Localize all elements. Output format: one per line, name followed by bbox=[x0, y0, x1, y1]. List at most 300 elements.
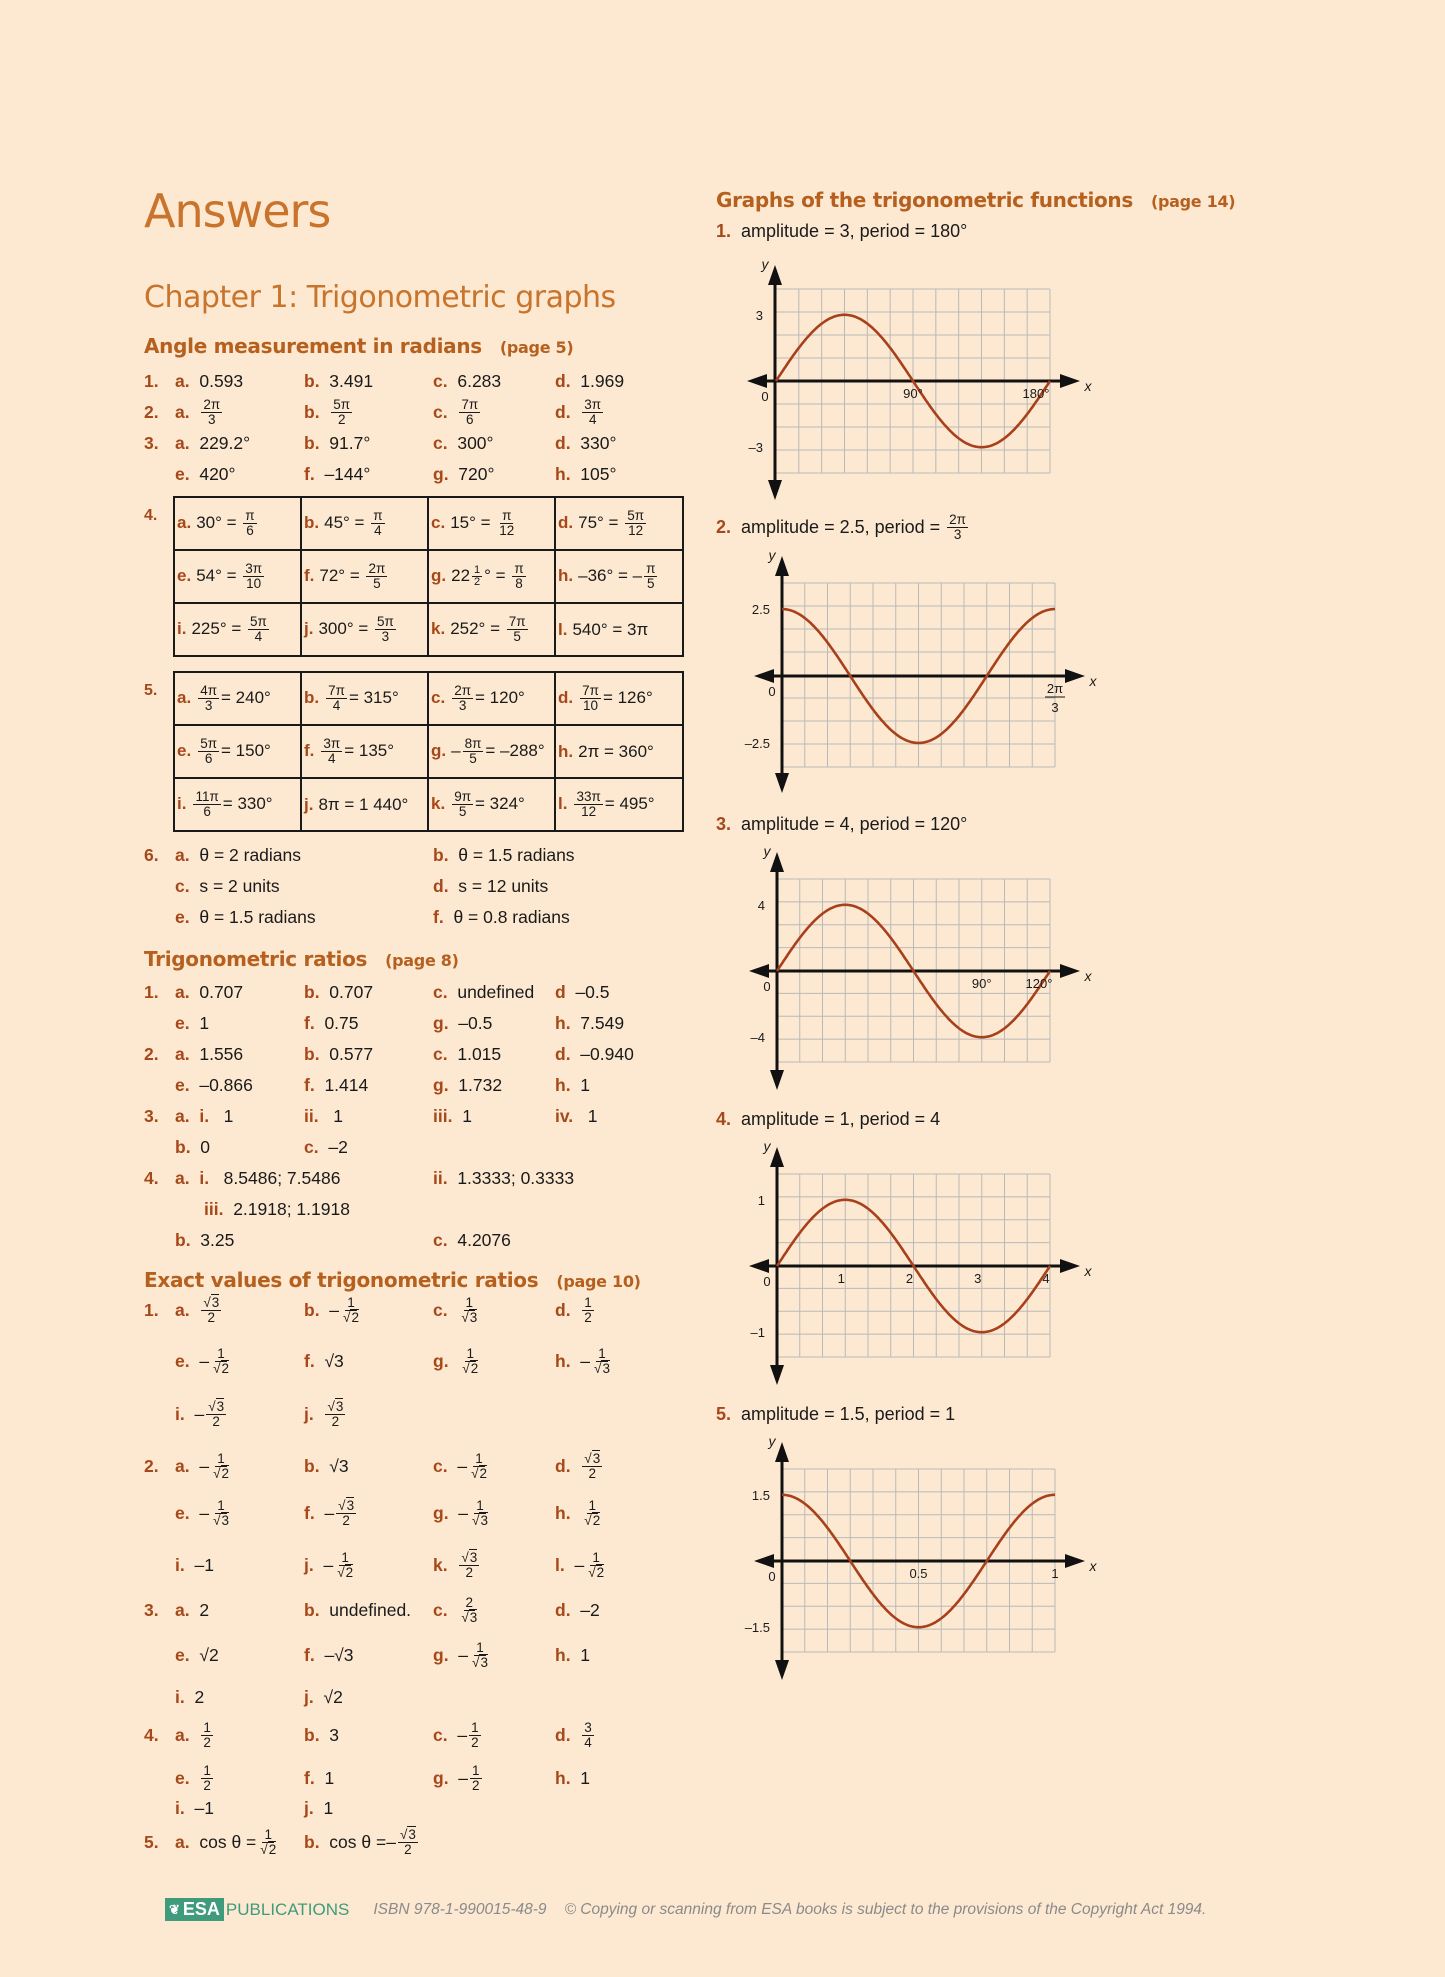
sine-curve bbox=[777, 1200, 1050, 1332]
angle-q1 bbox=[144, 366, 704, 396]
x-axis-label: x bbox=[1084, 378, 1092, 394]
answer: 6.283 bbox=[457, 370, 502, 391]
part-label: d. bbox=[555, 1455, 571, 1476]
part-label: i. bbox=[175, 1554, 185, 1575]
part-label: d. bbox=[555, 1724, 571, 1745]
part-label: b. bbox=[175, 1136, 191, 1157]
y-axis-label: y bbox=[763, 843, 771, 859]
part-label: b. bbox=[304, 687, 320, 707]
sqrt: √2 bbox=[584, 1512, 601, 1528]
part-label: j. bbox=[304, 794, 314, 814]
answer: = 120° bbox=[475, 687, 525, 707]
fraction: $\frac{1}{2}$ bbox=[471, 1719, 479, 1750]
fraction: $\frac{1}{√3}$ bbox=[213, 1497, 230, 1528]
part-label: d. bbox=[555, 401, 571, 422]
part-label: a. bbox=[175, 1299, 190, 1320]
section-exact-heading bbox=[144, 1268, 641, 1292]
part-label: ii. bbox=[433, 1167, 448, 1188]
question-number: 5. bbox=[144, 682, 158, 699]
part-label: b. bbox=[304, 1831, 320, 1852]
answer: 229.2° bbox=[199, 432, 251, 453]
answer: √3 bbox=[324, 1350, 344, 1371]
origin-label: 0 bbox=[763, 1274, 771, 1289]
angle-q6-row2 bbox=[144, 871, 704, 901]
fraction: $\frac{√3}{2}$ bbox=[461, 1549, 478, 1580]
answer: 1.414 bbox=[324, 1074, 369, 1095]
part-label: b. bbox=[304, 1724, 320, 1745]
answer: 1 bbox=[580, 1644, 591, 1665]
angle-q6-row1 bbox=[144, 840, 704, 870]
question-number: 1. bbox=[716, 221, 732, 241]
y-axis-arrow-icon bbox=[775, 556, 789, 576]
part-label: e. bbox=[175, 1767, 190, 1788]
answer: 72° = bbox=[319, 565, 360, 585]
answer: 8.5486; 7.5486 bbox=[223, 1167, 341, 1188]
fraction: $\frac{1}{√3}$ bbox=[472, 1639, 488, 1670]
part-label: d. bbox=[555, 1043, 571, 1064]
answer: 22 bbox=[451, 565, 471, 585]
fraction: $\frac{1}{√2}$ bbox=[337, 1549, 354, 1580]
answer: θ = 2 radians bbox=[199, 844, 302, 865]
fraction: $\frac{2}{√3}$ bbox=[461, 1594, 478, 1625]
part-label: e. bbox=[177, 740, 192, 760]
part-label: e. bbox=[175, 906, 190, 927]
question-number: 1. bbox=[144, 370, 159, 391]
part-label: c. bbox=[433, 1599, 448, 1620]
sqrt: √3 bbox=[208, 1398, 225, 1414]
question-number: 1. bbox=[144, 981, 159, 1002]
y-axis-label: y bbox=[763, 1138, 771, 1154]
part-label: k. bbox=[433, 1554, 448, 1575]
part-label: b. bbox=[304, 432, 320, 453]
answer: –0.5 bbox=[458, 1012, 493, 1033]
answer: –1 bbox=[194, 1797, 214, 1818]
answer: 330° bbox=[580, 432, 617, 453]
part-label: a. bbox=[177, 512, 192, 532]
y-tick-label: 2.5 bbox=[751, 602, 770, 618]
answer: 75° = bbox=[578, 512, 619, 532]
section-title: Graphs of the trigonometric functions bbox=[716, 188, 1133, 212]
fraction: $\frac{3}{4}$ bbox=[584, 1719, 592, 1750]
answer: 1.015 bbox=[457, 1043, 502, 1064]
x-axis-arrow-icon bbox=[754, 1554, 774, 1568]
x-axis-label: x bbox=[1089, 673, 1097, 689]
x-tick-label: 3 bbox=[1051, 700, 1059, 715]
answer: cos θ = bbox=[199, 1831, 257, 1852]
answer: 3.25 bbox=[200, 1229, 235, 1250]
x-tick-label: 90° bbox=[971, 976, 992, 991]
answer: 0.75 bbox=[324, 1012, 359, 1033]
part-label: a. bbox=[175, 1831, 190, 1852]
sqrt: √3 bbox=[461, 1309, 478, 1325]
part-label: g. bbox=[433, 1767, 449, 1788]
question-number: 1. bbox=[144, 1299, 159, 1320]
sqrt: √3 bbox=[461, 1609, 478, 1625]
exact-row: e. – $\frac{1}{√2}$ f. √3 g. $\frac{1}{√2}$ h. – $\frac{1}{√3}$ bbox=[175, 1345, 610, 1376]
part-label: b. bbox=[175, 1229, 191, 1250]
part-label: a. bbox=[175, 844, 190, 865]
exact-row bbox=[144, 1677, 704, 1717]
part-label: g. bbox=[433, 1350, 449, 1371]
y-axis-label: y bbox=[768, 1433, 776, 1449]
part-label: k. bbox=[431, 618, 446, 638]
answer: 91.7° bbox=[329, 432, 371, 453]
part-label: a. bbox=[175, 1043, 190, 1064]
y-axis-arrow-icon bbox=[770, 1070, 784, 1090]
part-label: i. bbox=[175, 1797, 185, 1818]
part-label: f. bbox=[304, 1350, 315, 1371]
fraction: $\frac{1}{√3}$ bbox=[472, 1497, 488, 1528]
graph-5-label bbox=[716, 1404, 955, 1425]
fraction: $\frac{1}{2}$ bbox=[584, 1294, 592, 1325]
fraction: $\frac{√3}{2}$ bbox=[203, 1294, 220, 1325]
x-tick-label: 2π bbox=[1046, 681, 1064, 696]
angle-q5-table: a. $\frac{4\pi}{3}$ = 240° b. $\frac{7\pi}{4}$ = 315° c. $\frac{2\pi}{3}$ = 120° d. $\frac{7\pi}{10}$ = 126° e. $\frac{5\pi}{6}$ = 150° f. $\frac{3\pi}{4}$ = 135° g. – $\frac{8\pi}{5}$ = –288° h. 2π = 360° i. $\frac{11\pi}{6}$ = 330° j. 8π = 1 440° k. $\frac{9\pi}{5}$ = 324° l. $\frac{33\pi}{12}$ = 495° bbox=[173, 671, 684, 832]
part-label: c. bbox=[433, 1043, 448, 1064]
part-label: iii. bbox=[204, 1198, 224, 1219]
answer: –144° bbox=[324, 463, 371, 484]
sqrt: √2 bbox=[337, 1564, 354, 1580]
origin-label: 0 bbox=[768, 1569, 776, 1584]
ratios-q4-row3 bbox=[144, 1225, 704, 1255]
graph-caption: amplitude = 3, period = 180° bbox=[741, 221, 968, 241]
ratios-q3-row1 bbox=[144, 1101, 704, 1131]
part-label: f. bbox=[304, 1644, 315, 1665]
answer: undefined bbox=[457, 981, 535, 1002]
y-tick-label: 1.5 bbox=[751, 1487, 770, 1503]
x-axis-arrow-icon bbox=[749, 1259, 769, 1273]
part-label: c. bbox=[433, 1455, 448, 1476]
sqrt: √3 bbox=[472, 1654, 488, 1670]
y-tick-label: –2.5 bbox=[744, 735, 770, 751]
section-page: (page 5) bbox=[499, 338, 574, 357]
origin-label: 0 bbox=[761, 389, 769, 404]
part-label: d. bbox=[555, 432, 571, 453]
fraction: $\frac{2\pi}{3}$ bbox=[949, 512, 966, 542]
answer: = 135° bbox=[344, 740, 395, 760]
origin-label: 0 bbox=[768, 684, 776, 699]
answer: 720° bbox=[458, 463, 495, 484]
exact-row: 4. a. $\frac{1}{2}$ b. 3 c. – $\frac{1}{2}$ d. $\frac{3}{4}$ bbox=[144, 1715, 704, 1755]
ratios-q4-row1 bbox=[144, 1163, 704, 1193]
sine-curve bbox=[776, 315, 1050, 447]
answer: 0.593 bbox=[199, 370, 244, 391]
part-label: f. bbox=[304, 1074, 315, 1095]
answer: 2 bbox=[194, 1686, 205, 1707]
answer: 1 bbox=[587, 1105, 598, 1126]
fraction: $\frac{1}{2}$ bbox=[472, 1762, 480, 1793]
part-label: b. bbox=[433, 844, 449, 865]
answer: –2 bbox=[328, 1136, 348, 1157]
sqrt: √3 bbox=[472, 1512, 488, 1528]
x-axis-arrow-icon bbox=[1065, 669, 1085, 683]
y-axis-arrow-icon bbox=[770, 852, 784, 872]
section-title: Exact values of trigonometric ratios bbox=[144, 1268, 539, 1292]
fraction: $\frac{1}{√2}$ bbox=[260, 1826, 277, 1857]
part-label: h. bbox=[555, 463, 571, 484]
y-tick-label: –3 bbox=[748, 440, 763, 456]
part-label: h. bbox=[555, 1012, 571, 1033]
answer: 1 bbox=[462, 1105, 472, 1126]
graph-caption: amplitude = 1, period = 4 bbox=[741, 1109, 941, 1129]
x-tick-label: 3 bbox=[974, 1271, 982, 1286]
part-label: c. bbox=[433, 1299, 448, 1320]
part-label: b. bbox=[304, 1599, 320, 1620]
graph-4-label bbox=[716, 1109, 940, 1130]
part-label: h. bbox=[558, 741, 574, 761]
exact-row: 5. a. cos θ = $\frac{1}{√2}$ b. cos θ = – $\frac{√3}{2}$ bbox=[144, 1822, 704, 1862]
page-title: Answers bbox=[144, 184, 331, 238]
answer: 8π = 1 440° bbox=[318, 794, 409, 814]
fraction: $\frac{1}{√2}$ bbox=[471, 1450, 488, 1481]
part-label: i. bbox=[199, 1105, 210, 1126]
question-number: 5. bbox=[716, 1404, 732, 1424]
fraction: $\frac{1}{2}$ bbox=[203, 1762, 211, 1793]
part-label: iii. bbox=[433, 1105, 453, 1126]
y-tick-label: –1 bbox=[750, 1325, 765, 1341]
x-tick-label: 0.5 bbox=[909, 1566, 928, 1581]
part-label: e. bbox=[175, 1502, 190, 1523]
answer: –0.866 bbox=[199, 1074, 253, 1095]
x-axis-arrow-icon bbox=[754, 669, 774, 683]
x-tick-label: 120° bbox=[1025, 976, 1053, 991]
fraction: $\frac{7\pi}{6}$ bbox=[461, 396, 479, 427]
part-label: h. bbox=[555, 1767, 571, 1788]
part-label: c. bbox=[433, 401, 448, 422]
part-label: d. bbox=[558, 512, 574, 532]
answer: √2 bbox=[199, 1644, 219, 1665]
fraction: $\frac{1}{√3}$ bbox=[594, 1345, 610, 1376]
angle-q6-row3 bbox=[144, 902, 704, 932]
part-label: c. bbox=[433, 432, 448, 453]
question-number: 5. bbox=[144, 1831, 159, 1852]
part-label: f. bbox=[304, 1767, 315, 1788]
ratios-q3-row2 bbox=[144, 1132, 704, 1162]
sqrt: √2 bbox=[213, 1465, 230, 1481]
section-page: (page 10) bbox=[556, 1272, 641, 1291]
y-tick-label: 4 bbox=[757, 897, 765, 913]
x-tick-label: 1 bbox=[1051, 1566, 1059, 1581]
part-label: b. bbox=[304, 370, 320, 391]
answer: 2 bbox=[199, 1599, 210, 1620]
answer: 3 bbox=[329, 1724, 340, 1745]
part-label: j. bbox=[304, 1554, 314, 1575]
x-axis-arrow-icon bbox=[1060, 374, 1080, 388]
graph-caption: amplitude = 4, period = 120° bbox=[741, 814, 968, 834]
exact-row: e. √2 f. – √3 g. – $\frac{1}{√3}$ h. 1 bbox=[175, 1639, 591, 1670]
answer: √3 bbox=[334, 1644, 354, 1665]
exact-row bbox=[144, 1590, 704, 1630]
answer: 1.732 bbox=[458, 1074, 503, 1095]
ratios-q4-row2 bbox=[144, 1194, 704, 1224]
answer: θ = 0.8 radians bbox=[453, 906, 570, 927]
part-label: c. bbox=[431, 687, 446, 707]
part-label: a. bbox=[175, 401, 190, 422]
angle-q2 bbox=[144, 397, 704, 427]
logo-text: ESA bbox=[182, 1899, 220, 1919]
answer: 7.549 bbox=[580, 1012, 625, 1033]
part-label: g. bbox=[433, 1074, 449, 1095]
section-title: Trigonometric ratios bbox=[144, 947, 368, 971]
fraction: $\frac{3\pi}{4}$ bbox=[584, 396, 602, 427]
part-label: f. bbox=[433, 906, 444, 927]
part-label: d. bbox=[555, 1599, 571, 1620]
part-label: d. bbox=[555, 1299, 571, 1320]
part-label: f. bbox=[304, 1012, 315, 1033]
answer: s = 2 units bbox=[199, 875, 280, 896]
sqrt: √2 bbox=[588, 1564, 605, 1580]
sqrt: √3 bbox=[399, 1826, 416, 1842]
section-angle-heading bbox=[144, 334, 573, 358]
answer: 15° = bbox=[450, 512, 491, 532]
answer: cos θ = bbox=[329, 1831, 387, 1852]
graph-1-label bbox=[716, 221, 967, 242]
answer: θ = 1.5 radians bbox=[199, 906, 316, 927]
question-number: 2. bbox=[716, 517, 732, 537]
answer: 1 bbox=[223, 1105, 234, 1126]
part-label: f. bbox=[304, 565, 315, 585]
answer: 1 bbox=[580, 1074, 591, 1095]
answer: = 495° bbox=[604, 793, 655, 813]
part-label: h. bbox=[555, 1502, 571, 1523]
question-number: 6. bbox=[144, 844, 159, 865]
part-label: i. bbox=[175, 1686, 185, 1707]
part-label: g. bbox=[433, 1502, 449, 1523]
x-axis-arrow-icon bbox=[1060, 1259, 1080, 1273]
answer: 54° = bbox=[196, 565, 237, 585]
answer: 225° = bbox=[191, 618, 242, 638]
y-tick-label: –1.5 bbox=[744, 1620, 770, 1636]
sqrt: √3 bbox=[213, 1512, 230, 1528]
answer: = 240° bbox=[221, 687, 271, 707]
part-label: f. bbox=[304, 1502, 315, 1523]
answer: 2.1918; 1.1918 bbox=[233, 1198, 350, 1219]
y-axis-arrow-icon bbox=[768, 265, 782, 285]
y-tick-label: –4 bbox=[750, 1030, 765, 1046]
angle-q3-row2 bbox=[144, 459, 704, 489]
part-label: j. bbox=[304, 618, 314, 638]
exact-row: 2. a. – $\frac{1}{√2}$ b. √3 c. – $\frac{1}{√2}$ d. $\frac{√3}{2}$ bbox=[144, 1446, 704, 1486]
fraction: $\frac{1}{√2}$ bbox=[213, 1345, 230, 1376]
part-label: g. bbox=[431, 565, 447, 585]
part-label: g. bbox=[433, 1012, 449, 1033]
part-label: a. bbox=[175, 981, 190, 1002]
part-label: l. bbox=[558, 619, 568, 639]
fraction: $\frac{√3}{2}$ bbox=[399, 1826, 416, 1857]
graph-caption: amplitude = 1.5, period = 1 bbox=[741, 1404, 956, 1424]
part-label: c. bbox=[433, 981, 448, 1002]
fraction: $\frac{√3}{2}$ bbox=[208, 1398, 225, 1429]
part-label: a. bbox=[175, 1724, 190, 1745]
question-number: 2. bbox=[144, 1455, 159, 1476]
part-label: b. bbox=[304, 1299, 320, 1320]
part-label: j. bbox=[304, 1797, 314, 1818]
part-label: e. bbox=[175, 1350, 190, 1371]
answer: –36° = – bbox=[578, 565, 643, 585]
part-label: a. bbox=[175, 1167, 190, 1188]
chapter-title: Chapter 1: Trigonometric graphs bbox=[144, 280, 616, 315]
answer: = 324° bbox=[475, 793, 525, 813]
answer: 1 bbox=[333, 1105, 343, 1126]
answer: –2 bbox=[580, 1599, 600, 1620]
question-number: 2. bbox=[144, 1043, 159, 1064]
part-label: a. bbox=[175, 1105, 190, 1126]
y-tick-label: 3 bbox=[755, 307, 763, 323]
answer: = 126° bbox=[602, 687, 653, 707]
ratios-q2-row2 bbox=[144, 1070, 704, 1100]
answer: = 315° bbox=[348, 687, 399, 707]
publisher-name: PUBLICATIONS bbox=[225, 1899, 350, 1919]
answer: undefined. bbox=[329, 1599, 412, 1620]
part-label: i. bbox=[199, 1167, 210, 1188]
exact-row: 1. a. $\frac{√3}{2}$ b. – $\frac{1}{√2}$ c. $\frac{1}{√3}$ d. $\frac{1}{2}$ bbox=[144, 1290, 704, 1330]
graph-caption: amplitude = 2.5, period = bbox=[741, 517, 941, 537]
part-label: k. bbox=[431, 793, 446, 813]
answer: s = 12 units bbox=[458, 875, 549, 896]
answer: 1.969 bbox=[580, 370, 625, 391]
copyright-notice: © Copying or scanning from ESA books is subject to the provisions of the Copyright Act 1994. bbox=[564, 1900, 1207, 1918]
sine-curve bbox=[782, 609, 1055, 743]
y-axis-arrow-icon bbox=[775, 1442, 789, 1462]
question-number: 3. bbox=[144, 432, 159, 453]
answer: 4.2076 bbox=[457, 1229, 511, 1250]
sqrt: √3 bbox=[594, 1360, 610, 1376]
part-label: i. bbox=[177, 618, 187, 638]
part-label: j. bbox=[304, 1686, 314, 1707]
section-title: Angle measurement in radians bbox=[144, 334, 482, 358]
part-label: h. bbox=[558, 565, 574, 585]
sqrt: √2 bbox=[343, 1309, 359, 1325]
part-label: c. bbox=[433, 1229, 448, 1250]
part-label: h. bbox=[555, 1074, 571, 1095]
part-label: c. bbox=[433, 1724, 448, 1745]
sqrt: √3 bbox=[584, 1450, 601, 1466]
part-label: e. bbox=[175, 1074, 190, 1095]
part-label: d. bbox=[433, 875, 449, 896]
part-label: h. bbox=[555, 1350, 571, 1371]
sqrt: √2 bbox=[471, 1465, 488, 1481]
part-label: i. bbox=[177, 793, 187, 813]
sine-curve bbox=[777, 905, 1050, 1037]
graph-3-label bbox=[716, 814, 967, 835]
sqrt: √2 bbox=[260, 1841, 277, 1857]
question-number: 3. bbox=[144, 1105, 159, 1126]
answer: –0.5 bbox=[575, 981, 610, 1002]
question-number: 3. bbox=[716, 814, 732, 834]
answer: 300° = bbox=[318, 618, 369, 638]
part-label: b. bbox=[304, 981, 320, 1002]
answer: 1 bbox=[199, 1012, 210, 1033]
y-tick-label: 1 bbox=[757, 1192, 765, 1208]
fraction: $\frac{1}{2}$ bbox=[203, 1719, 211, 1750]
answer: 0.577 bbox=[329, 1043, 374, 1064]
y-axis-arrow-icon bbox=[770, 1365, 784, 1385]
fraction: $\frac{√3}{2}$ bbox=[327, 1398, 344, 1429]
graph-2-label bbox=[716, 513, 970, 542]
answer: 105° bbox=[580, 463, 617, 484]
answer: = 330° bbox=[222, 793, 273, 813]
part-label: g. bbox=[431, 740, 447, 760]
question-number: 3. bbox=[144, 1599, 159, 1620]
exact-row: i. –1 j. – $\frac{1}{√2}$ k. $\frac{√3}{2}$ l. – $\frac{1}{√2}$ bbox=[175, 1549, 605, 1580]
part-label: e. bbox=[175, 1012, 190, 1033]
fraction: $\frac{5\pi}{2}$ bbox=[333, 396, 351, 427]
question-number: 4. bbox=[144, 1167, 159, 1188]
x-tick-label: 2 bbox=[905, 1271, 914, 1286]
x-tick-label: 4 bbox=[1042, 1271, 1050, 1286]
part-label: c. bbox=[431, 512, 446, 532]
answer: √3 bbox=[329, 1455, 349, 1476]
